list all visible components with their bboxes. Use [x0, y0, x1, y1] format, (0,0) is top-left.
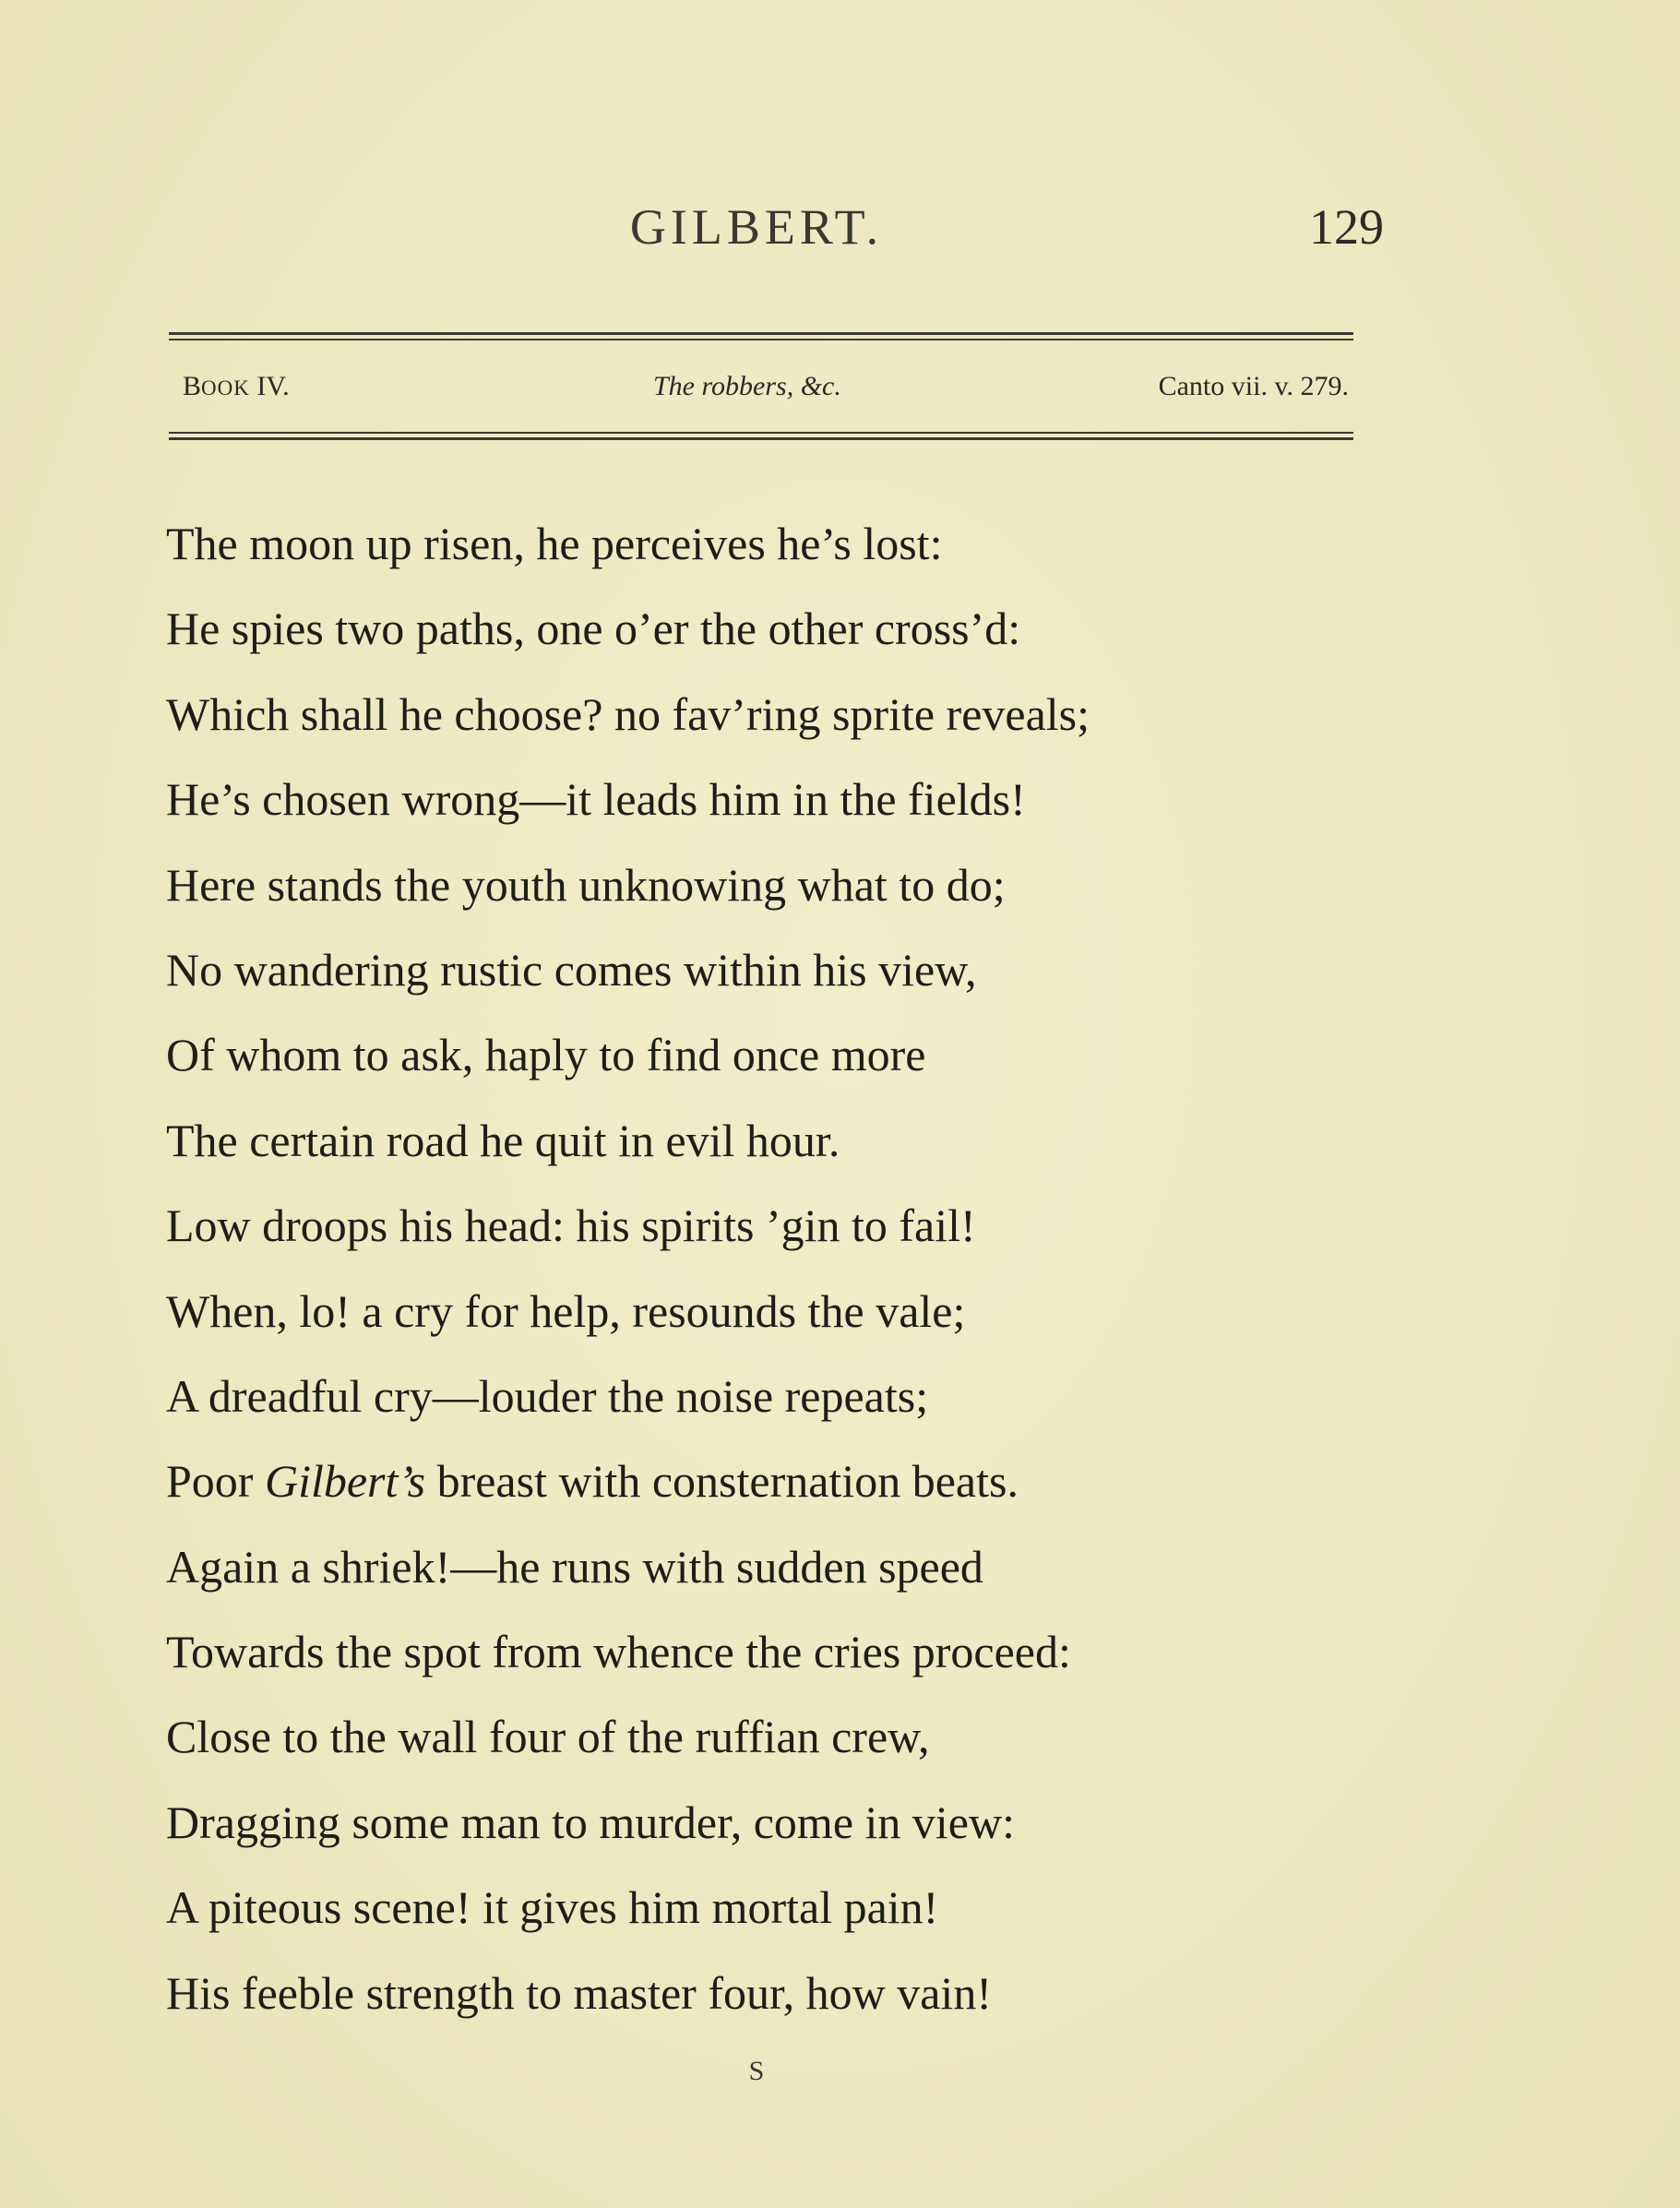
headline-row — [183, 371, 1349, 412]
verse-line: The moon up risen, he perceives he’s lost: — [166, 518, 943, 569]
verse-line: He’s chosen wrong—it leads him in the fields! — [166, 773, 1026, 826]
signature-mark: S — [748, 2056, 765, 2086]
headline-rule-bottom — [169, 432, 1353, 440]
verse-text: Poor — [166, 1455, 265, 1508]
verse-line: Again a shriek!—he runs with sudden speed — [166, 1540, 983, 1593]
verse-text: breast with consternation beats. — [425, 1455, 1019, 1508]
verse-line: His feeble strength to master four, how vain! — [166, 1966, 992, 2019]
verse-line: Dragging some man to murder, come in view: — [166, 1796, 1015, 1848]
verse-line-gilbert — [166, 1438, 1090, 1523]
headline-rule-top — [169, 332, 1353, 340]
verse-line: A dreadful cry—louder the noise repeats; — [166, 1369, 929, 1422]
verse-line: Close to the wall four of the ruffian crew, — [166, 1711, 930, 1763]
verse-line: A piteous scene! it gives him mortal pain! — [166, 1881, 939, 1934]
verse-line: The certain road he quit in evil hour. — [166, 1114, 840, 1166]
verse-line: Low droops his head: his spirits ’gin to fail! — [166, 1199, 976, 1252]
verse-line: Which shall he choose? no fav’ring sprite reveals; — [166, 687, 1090, 740]
verse-block — [166, 501, 1090, 2035]
book-number: IV. — [249, 371, 290, 401]
verse-line: Of whom to ask, haply to find once more — [166, 1029, 926, 1081]
character-name: Gilbert’s — [264, 1455, 426, 1508]
headline-canto: Canto vii. v. 279. — [1158, 371, 1349, 401]
verse-line: No wandering rustic comes within his view, — [166, 943, 977, 996]
page-number: 129 — [1309, 199, 1384, 255]
book-prefix: B — [183, 371, 202, 401]
running-title: GILBERT. — [629, 199, 884, 255]
verse-line: Towards the spot from whence the cries proceed: — [166, 1626, 1071, 1678]
book-smallcaps: OOK — [201, 376, 250, 400]
verse-line: He spies two paths, one o’er the other cross’d: — [166, 603, 1021, 655]
headline-book — [183, 371, 290, 402]
headline-subject: The robbers, &c. — [653, 371, 841, 401]
verse-line: When, lo! a cry for help, resounds the vale; — [166, 1284, 966, 1337]
verse-line: Here stands the youth unknowing what to do; — [166, 858, 1006, 911]
